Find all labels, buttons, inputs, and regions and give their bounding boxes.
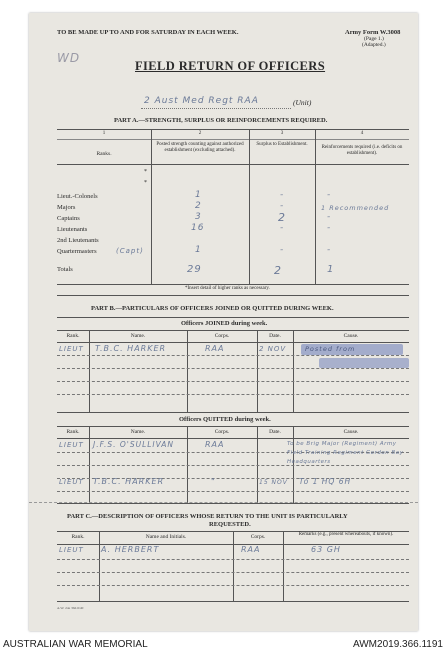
joined-bottom-rule	[57, 412, 409, 413]
joined-cause-1: Posted from	[305, 345, 356, 353]
joined-col-corps: Corps.	[214, 333, 230, 339]
reinf-majors: 1 Recommended	[321, 204, 390, 212]
posted-majors: 2	[195, 201, 202, 211]
joined-col-name: Name.	[130, 333, 146, 339]
qm-note: (Capt)	[116, 247, 144, 255]
quitted-col-cause: Cause.	[343, 429, 359, 435]
quitted-cause-1: To be Brig Major (Regiment) Army Field Training Regiment Gordon Bay Headquarters	[287, 441, 404, 465]
quitted-cause-2: To 1 HQ 6H	[299, 477, 352, 486]
quitted-title: Officers QUITTED during week.	[179, 416, 271, 423]
quitted-corps-1: RAA	[205, 440, 225, 449]
joined-col-cause: Cause.	[343, 333, 359, 339]
quitted-date-2: 15 NOV	[259, 479, 288, 486]
totals-surplus: 2	[274, 264, 282, 277]
joined-name-1: T.B.C. HARKER	[95, 344, 167, 353]
col-num-4: 4	[360, 131, 364, 136]
unit-label: (Unit)	[293, 98, 312, 107]
col-num-rule	[57, 139, 409, 140]
surplus-captains: 2	[278, 211, 286, 224]
fold-line	[29, 502, 418, 503]
part-a-end-rule	[57, 295, 409, 296]
quitted-col-rank: Rank.	[66, 429, 80, 435]
partc-line-2	[57, 572, 409, 573]
quitted-col-corps: Corps.	[214, 429, 230, 435]
surplus-majors: -	[280, 201, 285, 211]
joined-line-2	[57, 368, 409, 369]
quitted-name-1: J.F.S. O'SULLIVAN	[93, 440, 175, 449]
col-num-2: 2	[198, 131, 202, 136]
footer-left: AUSTRALIAN WAR MEMORIAL	[3, 639, 148, 650]
partc-col-name: Name and Initials.	[145, 534, 187, 540]
posted-lieut-colonels: 1	[195, 190, 202, 200]
partc-col-corps: Corps.	[250, 534, 266, 540]
partc-remarks-1: 63 GH	[311, 545, 341, 554]
print-code: A.W. 24e 3hh 6/40	[57, 606, 84, 610]
header-rule	[57, 164, 409, 165]
posted-quartermasters: 1	[195, 245, 202, 255]
part-a-heading: PART A.—STRENGTH, SURPLUS OR REINFORCEMENTS REQUIRED.	[114, 117, 328, 124]
partc-sep-3	[283, 531, 284, 601]
posted-lieutenants: 16	[191, 223, 205, 233]
footer-right: AWM2019.366.1191	[352, 639, 443, 650]
reinf-lieutenants: -	[327, 223, 332, 233]
surplus-lieutenants: -	[280, 223, 285, 233]
quitted-corps-2: "	[211, 477, 216, 486]
quitted-line-4	[57, 491, 409, 492]
form-adapted: (Adapted.)	[362, 42, 386, 48]
part-b-bottom-rule	[57, 503, 409, 504]
rank-quartermasters: Quartermasters	[57, 248, 97, 255]
partc-line-3	[57, 585, 409, 586]
part-c-heading-2: REQUESTED.	[209, 521, 251, 528]
instruction-text: TO BE MADE UP TO AND FOR SATURDAY IN EACH WEEK.	[57, 29, 239, 36]
reinf-captains: -	[327, 212, 332, 222]
joined-rank-1: LIEUT	[59, 345, 84, 353]
partc-sep-1	[99, 531, 100, 601]
posted-captains: 3	[195, 212, 202, 222]
joined-sep-3	[257, 330, 258, 412]
col-num-1: 1	[102, 131, 106, 136]
joined-sep-1	[89, 330, 90, 412]
rank-lieutenants: Lieutenants	[57, 226, 88, 233]
rank-captains: Captains	[57, 215, 80, 222]
surplus-quartermasters: -	[280, 245, 285, 255]
col-sep-2	[249, 129, 250, 284]
quitted-title-rule	[57, 426, 409, 427]
asterisk-2: *	[144, 180, 147, 186]
part-c-bottom-rule	[57, 601, 409, 602]
joined-corps-1: RAA	[205, 344, 225, 353]
part-c-heading-1: PART C.—DESCRIPTION OF OFFICERS WHOSE RETURN TO THE UNIT IS PARTICULARLY	[67, 513, 348, 520]
quitted-name-2: T.B.C. HARKER	[93, 477, 165, 486]
partc-rank-1: LIEUT	[59, 546, 84, 554]
joined-line-3	[57, 381, 409, 382]
asterisk-1: *	[144, 169, 147, 175]
header-surplus: Surplus to Establishment.	[256, 142, 308, 147]
form-page: (Page 1.)	[364, 36, 384, 42]
totals-posted: 29	[187, 264, 202, 275]
joined-sep-4	[293, 330, 294, 412]
joined-sep-2	[187, 330, 188, 412]
partc-col-rank: Rank.	[71, 534, 85, 540]
joined-title-rule	[57, 330, 409, 331]
joined-date-1: 2 NOV	[259, 345, 287, 353]
col-sep-1	[151, 129, 152, 284]
partc-sep-2	[233, 531, 234, 601]
quitted-col-date: Date.	[269, 429, 281, 435]
form-sheet	[29, 13, 418, 631]
unit-handwritten: 2 Aust Med Regt RAA	[144, 96, 259, 106]
quitted-rank-1: LIEUT	[59, 441, 84, 449]
joined-title: Officers JOINED during week.	[181, 320, 268, 327]
quitted-rank-2: LIEUT	[59, 478, 84, 486]
totals-reinforcements: 1	[327, 264, 335, 275]
partc-corps-1: RAA	[241, 545, 261, 554]
joined-line-1	[57, 355, 409, 356]
partc-name-1: A. HERBERT	[101, 545, 160, 554]
part-b-top-rule	[57, 317, 409, 318]
reinf-lieut-colonels: -	[327, 190, 332, 200]
joined-col-date: Date.	[269, 333, 281, 339]
part-a-top-rule	[57, 129, 409, 130]
part-a-bottom-rule	[57, 284, 409, 285]
part-b-heading: PART B.—PARTICULARS OF OFFICERS JOINED OR QUITTED DURING WEEK.	[91, 305, 334, 312]
unit-line	[141, 108, 291, 109]
rank-2nd-lieutenants: 2nd Lieutenants	[57, 237, 99, 244]
surplus-lieut-colonels: -	[280, 190, 285, 200]
header-reinforcements: Reinforcements required (i.e. deficits on establishment).	[321, 145, 403, 156]
quitted-header-rule	[57, 438, 409, 439]
joined-col-rank: Rank.	[66, 333, 80, 339]
rank-majors: Majors	[57, 204, 76, 211]
joined-header-rule	[57, 342, 409, 343]
joined-cause-scribble-2	[319, 358, 409, 368]
header-ranks: Ranks.	[96, 151, 112, 157]
joined-line-4	[57, 394, 409, 395]
header-posted: Posted strength counting against authorized establishment (excluding attached).	[156, 142, 244, 153]
totals-label: Totals	[57, 266, 73, 273]
footer-bar	[0, 637, 446, 653]
form-title: FIELD RETURN OF OFFICERS	[135, 59, 326, 73]
partc-col-remarks: Remarks (e.g., present whereabouts, if known).	[298, 532, 394, 537]
form-number: Army Form W.3008	[345, 29, 401, 36]
col-sep-3	[315, 129, 316, 284]
reinf-quartermasters: -	[327, 245, 332, 255]
wd-stamp: WD	[57, 51, 81, 65]
quitted-col-name: Name.	[130, 429, 146, 435]
part-a-footnote: *Insert detail of higher ranks as necessary.	[185, 286, 270, 291]
rank-lieut-colonels: Lieut.-Colonels	[57, 193, 98, 200]
partc-line-1	[57, 559, 409, 560]
col-num-3: 3	[280, 131, 284, 136]
